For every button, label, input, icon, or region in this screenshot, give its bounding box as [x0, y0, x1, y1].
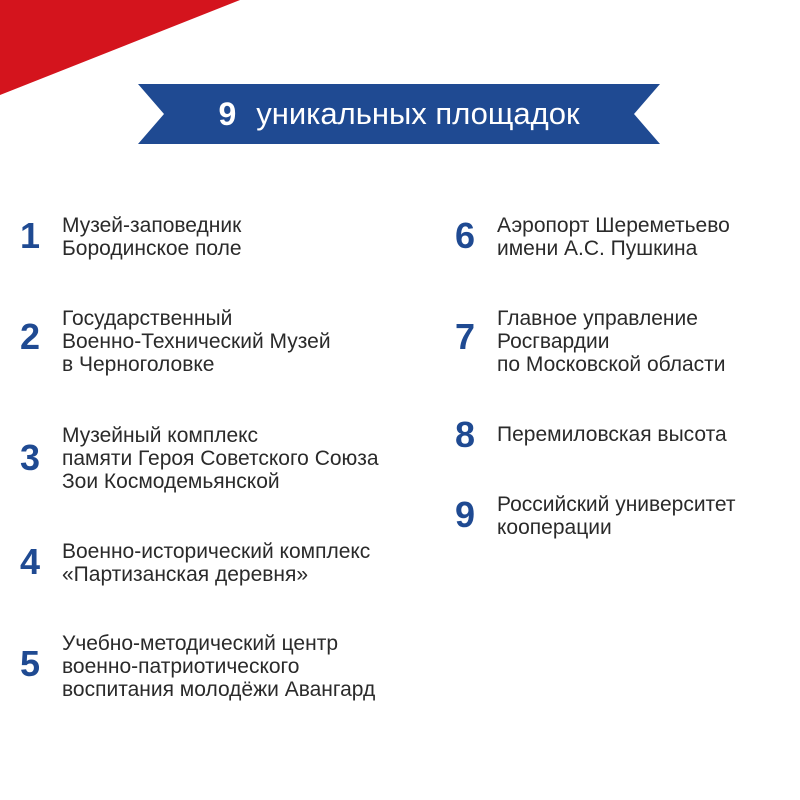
item-line: воспитания молодёжи Авангард: [62, 678, 376, 701]
item-line: Росгвардии: [497, 330, 610, 353]
item-line: Государственный: [62, 307, 233, 330]
item-line: Бородинское поле: [62, 237, 242, 260]
item-text: [497, 307, 726, 376]
item-line: Зои Космодемьянской: [62, 470, 280, 493]
item-line: Музей-заповедник: [62, 214, 242, 237]
item-text: [497, 423, 727, 446]
item-text: [62, 540, 370, 586]
item-text: [497, 214, 730, 260]
item-line: Аэропорт Шереметьево: [497, 214, 730, 237]
item-number: 6: [455, 215, 476, 256]
item-line: Музейный комплекс: [62, 424, 259, 447]
item-line: в Черноголовке: [62, 353, 215, 376]
banner-title: [138, 84, 660, 144]
item-text: [62, 424, 379, 493]
item-line: «Партизанская деревня»: [62, 563, 309, 586]
item-text: [62, 214, 242, 260]
item-number: 9: [455, 494, 476, 535]
item-line: Перемиловская высота: [497, 423, 727, 446]
banner-number: 9: [218, 95, 237, 132]
item-number: 2: [20, 316, 41, 357]
item-text: [62, 632, 375, 701]
red-corner-decoration: [0, 0, 240, 95]
item-line: Военно-Технический Музей: [62, 330, 331, 353]
item-line: по Московской области: [497, 353, 726, 376]
item-line: военно-патриотического: [62, 655, 300, 678]
item-text: [497, 493, 736, 539]
item-line: имени А.С. Пушкина: [497, 237, 698, 260]
item-number: 4: [20, 541, 41, 582]
item-text: [62, 307, 331, 376]
title-banner: [138, 84, 660, 144]
item-line: Учебно-методический центр: [62, 632, 338, 655]
item-number: 8: [455, 414, 476, 455]
item-number: 5: [20, 643, 41, 684]
item-line: памяти Героя Советского Союза: [62, 447, 379, 470]
item-line: Российский университет: [497, 493, 736, 516]
item-number: 1: [20, 215, 41, 256]
item-number: 7: [455, 316, 476, 357]
item-number: 3: [20, 437, 41, 478]
item-line: Главное управление: [497, 307, 698, 330]
banner-label: уникальных площадок: [256, 96, 580, 131]
item-line: Военно-исторический комплекс: [62, 540, 371, 563]
item-line: кооперации: [497, 516, 612, 539]
